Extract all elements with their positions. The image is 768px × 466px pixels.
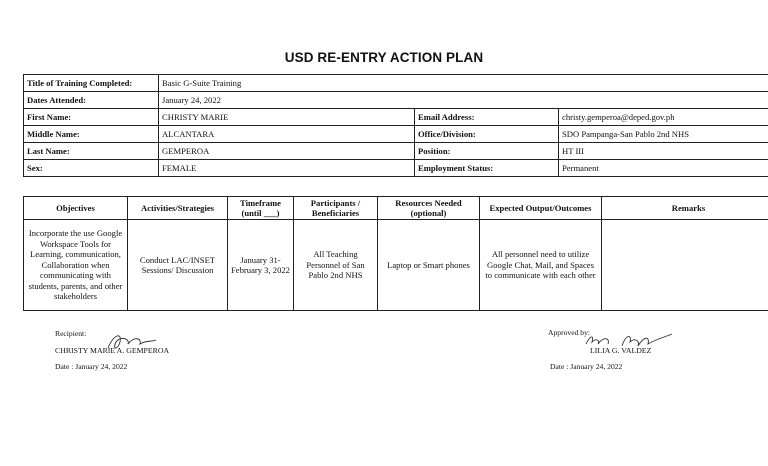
first-name-value: CHRISTY MARIE [159, 109, 415, 126]
dates-row [24, 92, 768, 109]
action-plan-table [23, 196, 768, 311]
cell-remarks [602, 220, 768, 311]
position-value: HT III [559, 143, 768, 160]
cell-activities: Conduct LAC/INSET Sessions/ Discussion [128, 220, 228, 311]
middle-name-row [24, 126, 768, 143]
email-value: christy.gemperoa@deped.gov.ph [559, 109, 768, 126]
training-value: Basic G-Suite Training [159, 75, 768, 92]
header-timeframe: Timeframe (until ___) [228, 197, 294, 220]
employment-value: Permanent [559, 160, 768, 177]
cell-resources: Laptop or Smart phones [378, 220, 480, 311]
header-remarks: Remarks [602, 197, 768, 220]
cell-timeframe: January 31- February 3, 2022 [228, 220, 294, 311]
office-label: Office/Division: [415, 126, 559, 143]
middle-name-label: Middle Name: [24, 126, 159, 143]
last-name-value: GEMPEROA [159, 143, 415, 160]
plan-header-row [24, 197, 768, 220]
employment-label: Employment Status: [415, 160, 559, 177]
training-row [24, 75, 768, 92]
cell-participants: All Teaching Personnel of San Pablo 2nd NHS [294, 220, 378, 311]
cell-outcomes: All personnel need to utilize Google Chat, Mail, and Spaces to communicate with each other [480, 220, 602, 311]
first-name-row [24, 109, 768, 126]
office-value: SDO Pampanga-San Pablo 2nd NHS [559, 126, 768, 143]
table-row [24, 220, 768, 311]
header-outcomes: Expected Output/Outcomes [480, 197, 602, 220]
training-label: Title of Training Completed: [24, 75, 159, 92]
sex-value: FEMALE [159, 160, 415, 177]
header-objectives: Objectives [24, 197, 128, 220]
position-label: Position: [415, 143, 559, 160]
last-name-label: Last Name: [24, 143, 159, 160]
page-title: USD RE-ENTRY ACTION PLAN [284, 50, 484, 65]
approved-date: Date : January 24, 2022 [550, 362, 623, 371]
email-label: Email Address: [415, 109, 559, 126]
sex-label: Sex: [24, 160, 159, 177]
approved-label: Approved by: [548, 328, 590, 337]
dates-label: Dates Attended: [24, 92, 159, 109]
approved-name: LILIA G. VALDEZ [590, 346, 652, 355]
header-resources: Resources Needed (optional) [378, 197, 480, 220]
personal-info-table [23, 74, 768, 177]
last-name-row [24, 143, 768, 160]
sex-row [24, 160, 768, 177]
recipient-name: CHRISTY MARIE A. GEMPEROA [55, 346, 170, 355]
dates-value: January 24, 2022 [159, 92, 768, 109]
cell-objectives: Incorporate the use Google Workspace Tools for Learning, communication, Collaboration when communicating with students, parents, and other stakeholders [24, 220, 128, 311]
recipient-date: Date : January 24, 2022 [55, 362, 128, 371]
header-activities: Activities/Strategies [128, 197, 228, 220]
middle-name-value: ALCANTARA [159, 126, 415, 143]
recipient-label: Recipient: [55, 329, 87, 338]
header-participants: Participants / Beneficiaries [294, 197, 378, 220]
first-name-label: First Name: [24, 109, 159, 126]
